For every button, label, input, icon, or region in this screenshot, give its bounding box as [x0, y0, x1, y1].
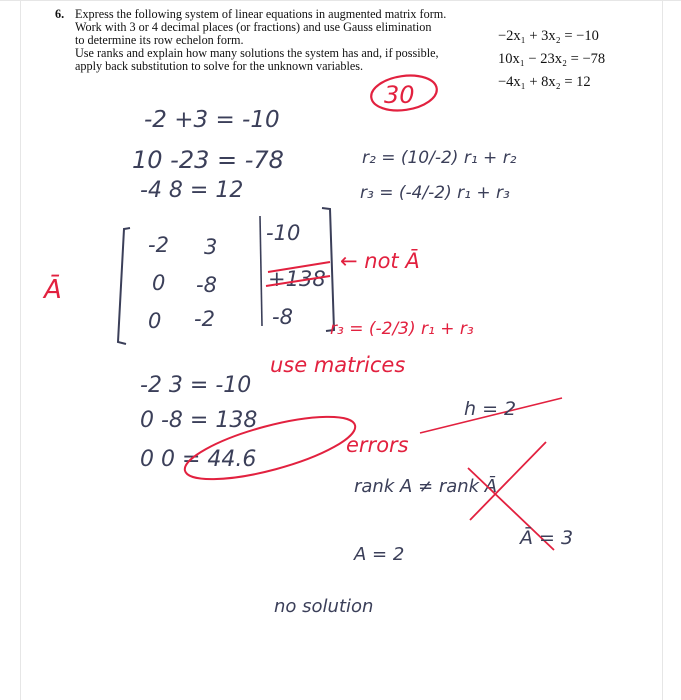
work2-row-2: 0 -8 = 138 [140, 408, 258, 433]
score-text: 30 [384, 81, 415, 109]
matrix1-cell: -8 [196, 273, 217, 297]
equation-1: −2x₁ + 3x₂ = −10 [498, 28, 599, 44]
matrix1-cell: -2 [148, 233, 169, 257]
problem-line: Use ranks and explain how many solutions the system has and, if possible, [75, 46, 439, 60]
abar-equals: Ā = 3 [520, 527, 574, 549]
matrix1-cell: 3 [204, 235, 218, 259]
matrix1-cell: -2 [194, 307, 215, 331]
rank-comparison: rank A ≠ rank Ā [354, 476, 498, 497]
work-row-2: 10 -23 = -78 [132, 146, 284, 174]
matrix1-cell: 0 [148, 309, 162, 333]
work2-row-1: -2 3 = -10 [140, 373, 252, 398]
problem-line: Express the following system of linear equations in augmented matrix form. [75, 7, 447, 21]
problem-line: apply back substitution to solve for the unknown variables. [75, 59, 364, 73]
matrix-left-bracket [118, 228, 130, 344]
matrix1-cell: -10 [266, 221, 301, 245]
work-row-3: -4 8 = 12 [140, 178, 244, 203]
matrix1-cell: -8 [272, 305, 293, 329]
problem-line: Work with 3 or 4 decimal places (or fractions) and use Gauss elimination [75, 20, 432, 34]
equation-2: 10x₁ − 23x₂ = −78 [498, 51, 606, 67]
augment-divider [260, 216, 262, 326]
errors-note: errors [346, 433, 409, 457]
equation-3: −4x₁ + 8x₂ = 12 [498, 74, 591, 90]
abar-label: Ā [44, 275, 62, 305]
problem-line: to determine its row echelon form. [75, 33, 244, 47]
matrix1-cell: +138 [268, 267, 326, 291]
problem-number: 6. [55, 7, 65, 21]
row-op-r3: r₃ = (-4/-2) r₁ + r₃ [360, 183, 510, 203]
not-abar-note: ← not Ā [340, 249, 420, 273]
matrix1-cell: 0 [152, 271, 166, 295]
no-solution-note: no solution [274, 596, 374, 617]
row-op-r3b: r₃ = (-2/3) r₁ + r₃ [330, 319, 474, 339]
work-row-1: -2 +3 = -10 [144, 107, 280, 133]
use-matrices-note: use matrices [270, 353, 406, 377]
h-equals: h = 2 [464, 398, 517, 420]
row-op-r2: r₂ = (10/-2) r₁ + r₂ [362, 148, 517, 168]
a-equals: A = 2 [354, 544, 405, 565]
work2-row-3: 0 0 = 44.6 [140, 447, 257, 472]
